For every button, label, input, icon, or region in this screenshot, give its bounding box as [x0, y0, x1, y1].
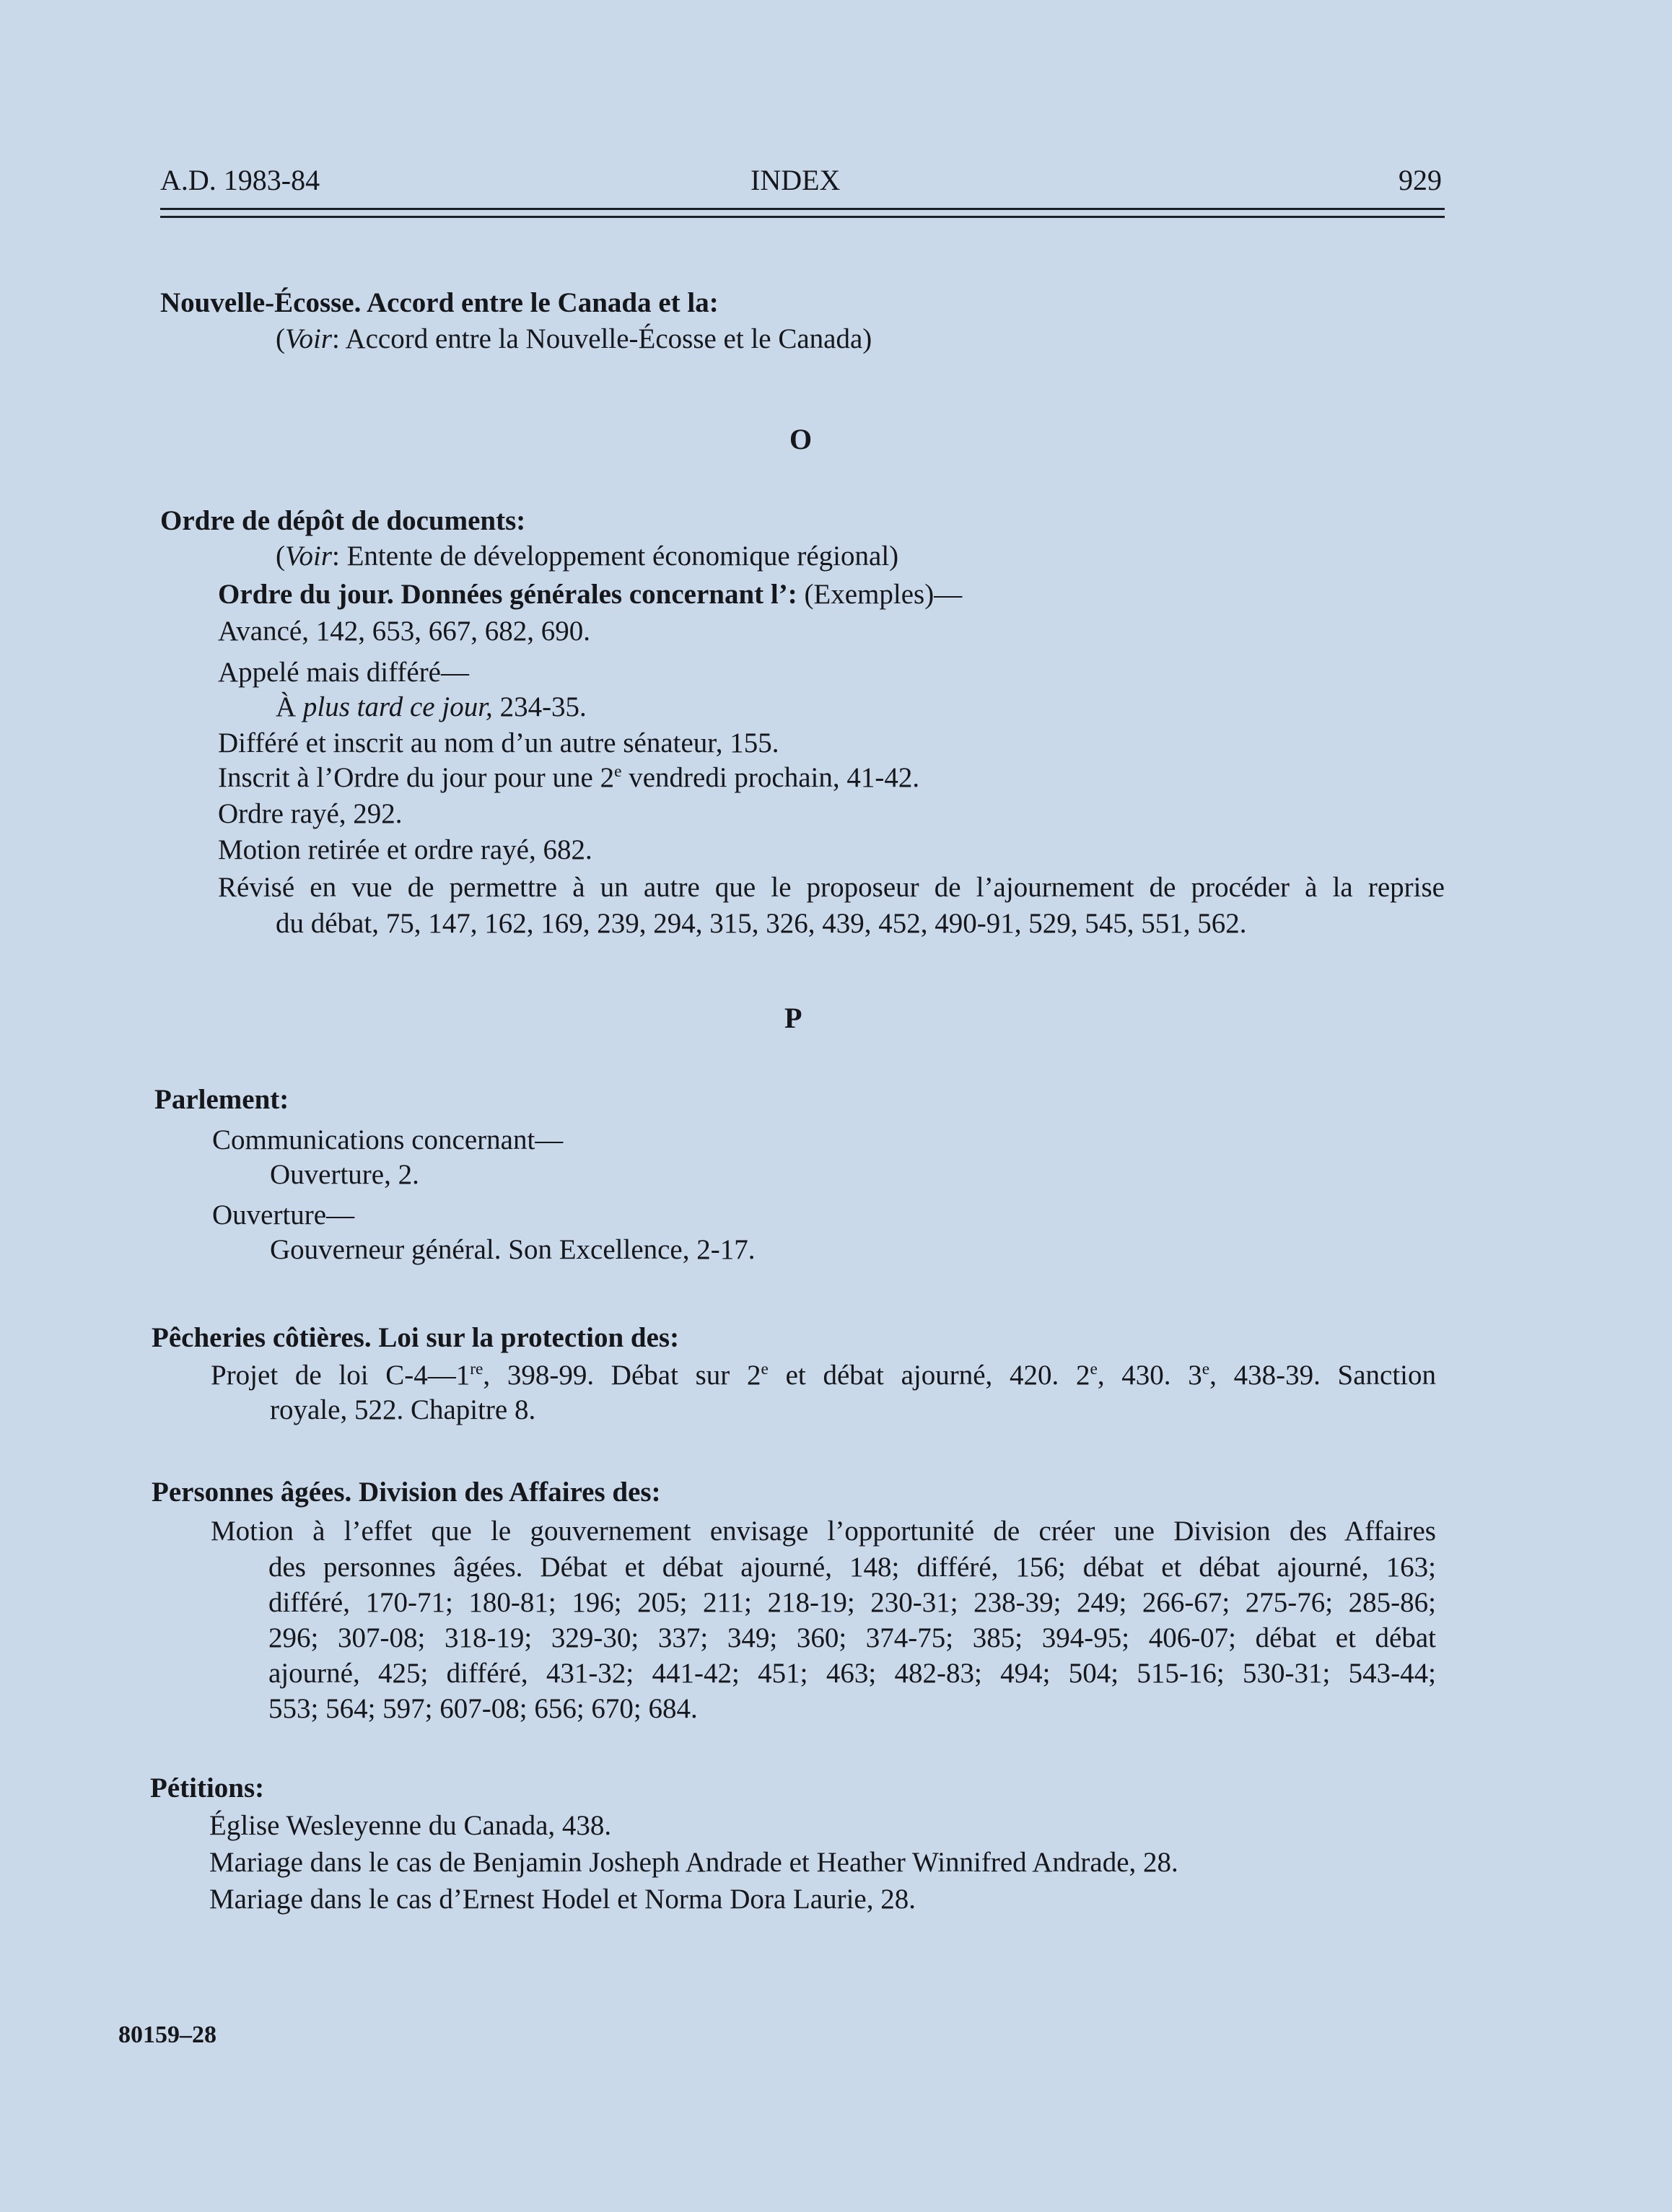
motion-line: Motion à l’effet que le gouvernement envisage l’opportunité de créer une Division des Affaires — [211, 1516, 1436, 1547]
entry-heading-ordre-depot: Ordre de dépôt de documents: — [160, 505, 526, 536]
footer-print-code: 80159–28 — [118, 2021, 216, 2048]
voir-label: Voir — [285, 541, 333, 572]
petition-item: Mariage dans le cas d’Ernest Hodel et Norma Dora Laurie, 28. — [209, 1884, 916, 1915]
inscrit-text-b: vendredi prochain, 41-42. — [621, 762, 920, 793]
prefix-text: À — [276, 691, 303, 722]
ordre-du-jour-title: Ordre du jour. Données générales concernant l’: — [218, 579, 797, 610]
header-page-number: 929 — [1399, 164, 1442, 196]
ordinal-superscript: e — [761, 1360, 769, 1378]
sub-entry-avance: Avancé, 142, 653, 667, 682, 690. — [218, 616, 590, 647]
header-rule-bottom — [160, 216, 1445, 218]
entry-heading-ordre-du-jour — [218, 579, 962, 611]
petition-item: Mariage dans le cas de Benjamin Josheph Andrade et Heather Winnifred Andrade, 28. — [209, 1847, 1178, 1878]
sub-entry-revise-line2: du débat, 75, 147, 162, 169, 239, 294, 315, 326, 439, 452, 490-91, 529, 545, 551, 562. — [276, 908, 1247, 939]
text-part: , 398-99. Débat sur 2 — [483, 1360, 761, 1391]
header-rule-top — [160, 208, 1445, 210]
entry-heading-petitions: Pétitions: — [150, 1772, 265, 1804]
voir-reference: : Entente de développement économique régional) — [332, 541, 899, 572]
sub-entry-ouverture: Ouverture— — [212, 1199, 355, 1230]
ordre-du-jour-qualifier: (Exemples)— — [797, 579, 963, 610]
sub-entry-projet-de-loi-line2: royale, 522. Chapitre 8. — [270, 1394, 536, 1425]
entry-heading-parlement: Parlement: — [154, 1084, 289, 1115]
page-refs: 234-35. — [492, 691, 587, 722]
italic-phrase: plus tard ce jour, — [302, 691, 493, 722]
section-letter-o: O — [789, 423, 813, 455]
motion-line: 296; 307-08; 318-19; 329-30; 337; 349; 360; 374-75; 385; 394-95; 406-07; débat et débat — [268, 1622, 1436, 1653]
sub-entry-motion-retiree: Motion retirée et ordre rayé, 682. — [218, 834, 592, 865]
motion-line: ajourné, 425; différé, 431-32; 441-42; 451; 463; 482-83; 494; 504; 515-16; 530-31; 543-44; — [268, 1658, 1436, 1689]
section-letter-p: P — [784, 1002, 802, 1034]
header-year: A.D. 1983-84 — [160, 164, 320, 196]
inscrit-text-a: Inscrit à l’Ordre du jour pour une 2 — [218, 762, 615, 793]
header-title: INDEX — [750, 164, 841, 196]
petition-item: Église Wesleyenne du Canada, 438. — [209, 1810, 612, 1841]
sub-entry-appele: Appelé mais différé— — [218, 657, 469, 688]
entry-voir-nouvelle-ecosse: (Voir: Accord entre la Nouvelle-Écosse et le Canada) — [276, 323, 872, 354]
motion-line: 553; 564; 597; 607-08; 656; 670; 684. — [268, 1693, 698, 1724]
ordinal-superscript: e — [1090, 1360, 1098, 1378]
ordinal-superscript: e — [614, 762, 622, 781]
entry-voir-ordre-depot: (Voir: Entente de développement économique régional) — [276, 541, 899, 572]
motion-line: différé, 170-71; 180-81; 196; 205; 211; 218-19; 230-31; 238-39; 249; 266-67; 275-76; 285-86; — [268, 1587, 1436, 1618]
sub-entry-communications: Communications concernant— — [212, 1124, 564, 1155]
ordinal-superscript: e — [1202, 1360, 1210, 1378]
sub-entry-projet-de-loi-line1 — [211, 1360, 1436, 1392]
text-part: , 430. 3 — [1097, 1360, 1202, 1391]
text-part: et débat ajourné, 420. 2 — [768, 1360, 1090, 1391]
motion-line: des personnes âgées. Débat et débat ajourné, 148; différé, 156; débat et débat ajourné, 163; — [268, 1552, 1436, 1583]
sub-sub-entry-plus-tard — [276, 691, 587, 724]
ordinal-superscript: re — [470, 1360, 483, 1378]
text-part: Projet de loi C-4—1 — [211, 1360, 470, 1391]
voir-label: Voir — [285, 323, 333, 354]
sub-entry-differe: Différé et inscrit au nom d’un autre sénateur, 155. — [218, 727, 779, 759]
entry-heading-pecheries: Pêcheries côtières. Loi sur la protection des: — [152, 1322, 680, 1353]
sub-entry-revise-line1: Révisé en vue de permettre à un autre que le proposeur de l’ajournement de procéder à la reprise — [218, 872, 1445, 903]
sub-sub-entry-gouverneur: Gouverneur général. Son Excellence, 2-17. — [270, 1234, 756, 1265]
text-part: , 438-39. Sanction — [1209, 1360, 1437, 1391]
entry-heading-personnes-agees: Personnes âgées. Division des Affaires des: — [152, 1477, 661, 1508]
sub-entry-ordre-raye: Ordre rayé, 292. — [218, 798, 403, 829]
sub-entry-inscrit — [218, 762, 919, 795]
entry-heading-nouvelle-ecosse: Nouvelle-Écosse. Accord entre le Canada et la: — [160, 287, 719, 318]
sub-sub-entry-ouverture-2: Ouverture, 2. — [270, 1159, 419, 1190]
voir-reference: : Accord entre la Nouvelle-Écosse et le Canada) — [332, 323, 872, 354]
